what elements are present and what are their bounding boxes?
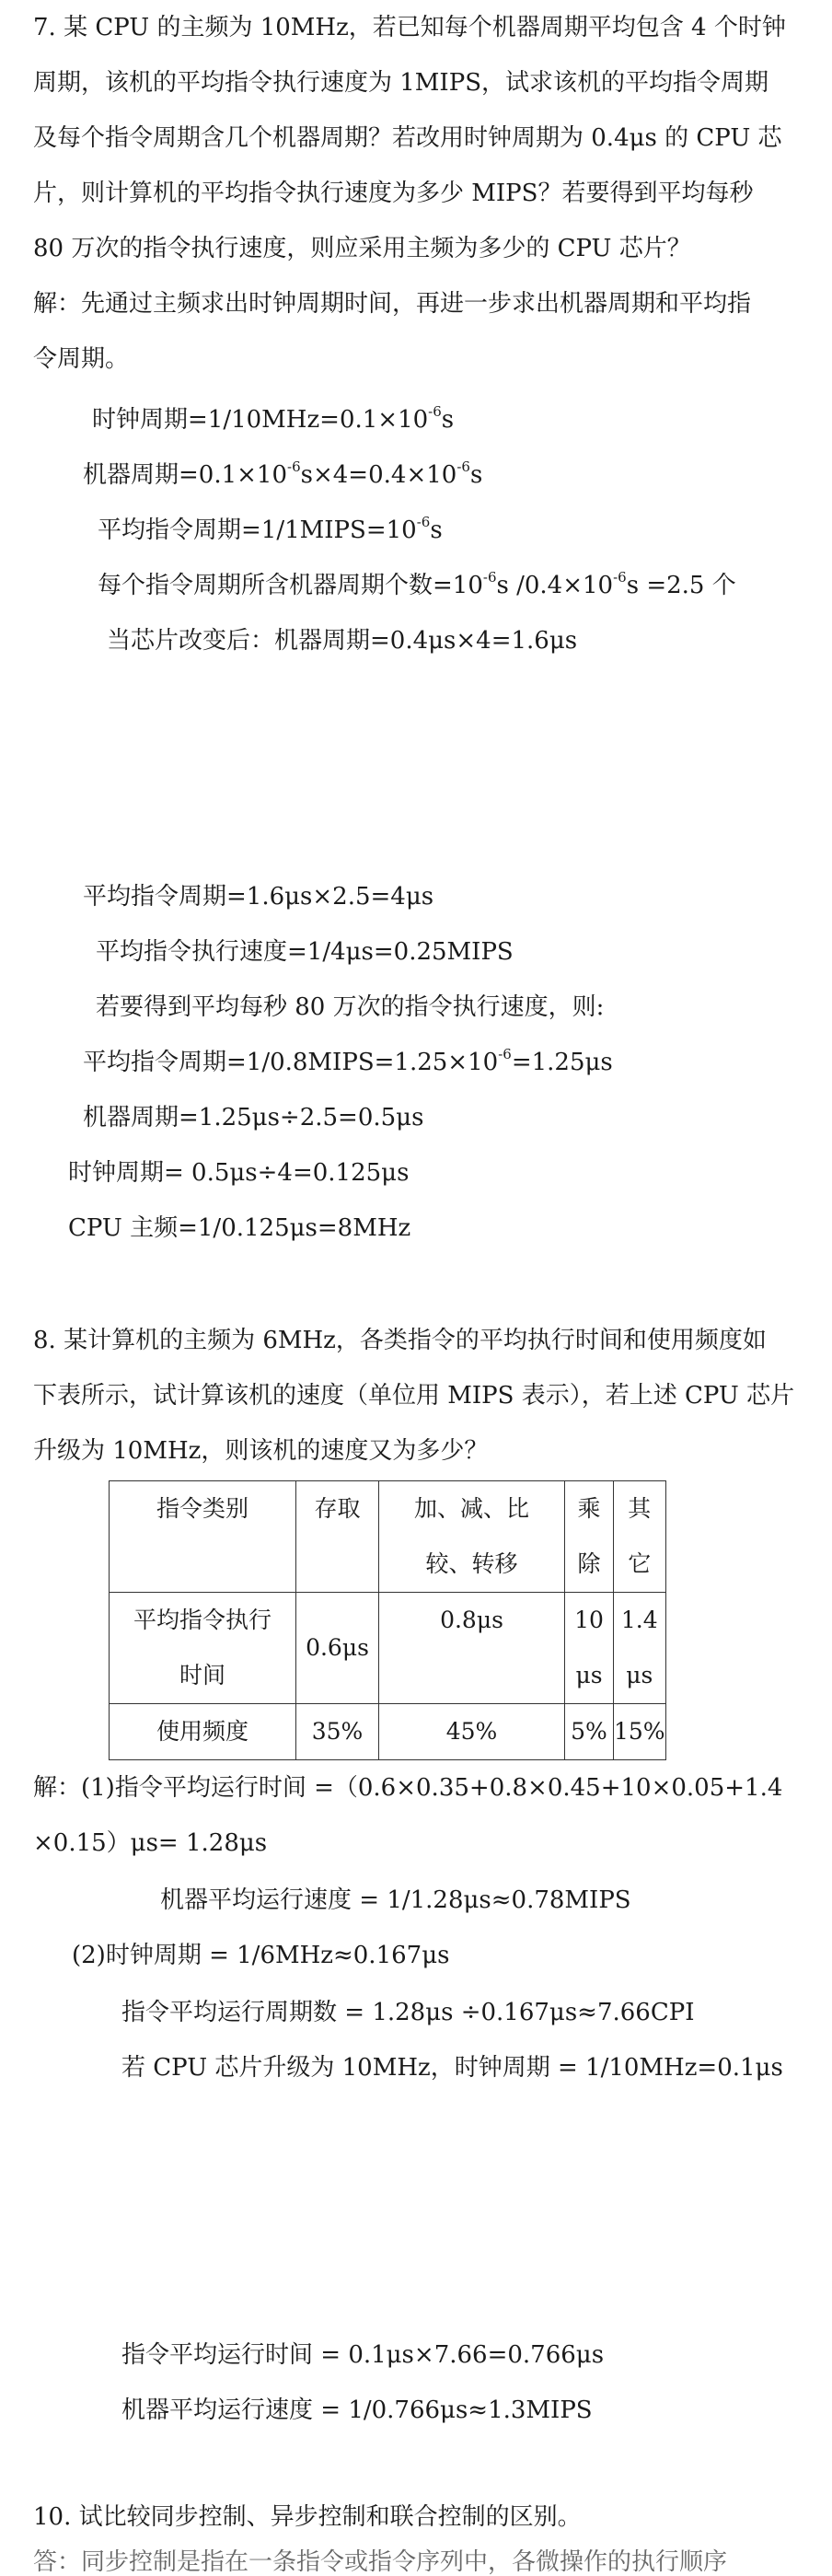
table-header-row xyxy=(110,1481,666,1593)
q8-solution-line-2: ×0.15）μs= 1.28μs xyxy=(33,1829,268,1857)
q7-line-5: 80 万次的指令执行速度，则应采用主频为多少的 CPU 芯片？ xyxy=(33,235,691,262)
table-header-cell: 乘除 xyxy=(565,1481,614,1593)
table-cell: 使用频度 xyxy=(110,1704,296,1760)
q7-line-2: 周期，该机的平均指令执行速度为 1MIPS，试求该机的平均指令周期 xyxy=(33,69,769,97)
q7-avg-instruction-period-3: 平均指令周期$=1/0.8MIPS=1.25\times 10^{-6}=1.25\mu s$ xyxy=(83,1046,613,1076)
table-header-cell: 其它 xyxy=(614,1481,666,1593)
q7-line-1: 7. 某 CPU 的主频为 10MHz，若已知每个机器周期平均包含 4 个时钟 xyxy=(33,14,786,41)
q7-solution-line-2: 令周期。 xyxy=(33,345,130,373)
q8-solution-line-3: 机器平均运行速度 = 1/1.28μs≈0.78MIPS xyxy=(160,1886,631,1914)
q8-line-1: 8. 某计算机的主频为 6MHz，各类指令的平均执行时间和使用频度如 xyxy=(33,1327,767,1354)
q7-after-chip-change: 当芯片改变后：机器周期=0.4μs×4=1.6μs xyxy=(107,627,578,655)
q8-solution-line-8: 机器平均运行速度 = 1/0.766μs≈1.3MIPS xyxy=(121,2396,593,2424)
q8-solution-line-5: 指令平均运行周期数 = 1.28μs ÷0.167μs≈7.66CPI xyxy=(121,1999,695,2026)
q7-machine-period-2: 机器周期=1.25μs÷2.5=0.5μs xyxy=(83,1104,424,1131)
q7-avg-instruction-period: 平均指令周期$=1/1MIPS=10^{-6}s$ xyxy=(98,514,443,544)
q7-avg-speed: 平均指令执行速度=1/4μs=0.25MIPS xyxy=(96,938,514,966)
q10-cut-off-line: 答：同步控制是指在一条指令或指令序列中，各微操作的执行顺序 xyxy=(33,2548,728,2576)
table-cell: 0.8μs xyxy=(379,1593,565,1704)
table-row xyxy=(110,1593,666,1704)
q7-clock-period-2: 时钟周期= 0.5μs÷4=0.125μs xyxy=(68,1159,410,1187)
q8-line-2: 下表所示，试计算该机的速度（单位用 MIPS 表示），若上述 CPU 芯片 xyxy=(33,1382,795,1410)
table-cell: 15% xyxy=(614,1704,666,1760)
q7-solution-line-1: 解：先通过主频求出时钟周期时间，再进一步求出机器周期和平均指 xyxy=(33,290,752,318)
table-cell: 平均指令执行时间 xyxy=(110,1593,296,1704)
q7-line-4: 片，则计算机的平均指令执行速度为多少 MIPS？若要得到平均每秒 xyxy=(33,180,754,207)
cut-off-line-container xyxy=(0,2548,832,2576)
q7-avg-instruction-period-2: 平均指令周期=1.6μs×2.5=4μs xyxy=(83,883,434,911)
q7-clock-period: 时钟周期$=1/10MHz=0.1\times 10^{-6}s$ xyxy=(92,403,455,434)
q7-machine-period: 机器周期$=0.1\times 10^{-6}s\times 4=0.4\times 10^{-6}s$ xyxy=(83,458,483,489)
table-cell: 35% xyxy=(296,1704,379,1760)
table-cell: 0.6μs xyxy=(296,1593,379,1704)
q8-line-3: 升级为 10MHz，则该机的速度又为多少？ xyxy=(33,1437,489,1465)
q7-line-3: 及每个指令周期含几个机器周期？若改用时钟周期为 0.4μs 的 CPU 芯 xyxy=(33,124,782,152)
q8-solution-line-7: 指令平均运行时间 = 0.1μs×7.66=0.766μs xyxy=(121,2341,605,2369)
q8-solution-line-6: 若 CPU 芯片升级为 10MHz，时钟周期 = 1/10MHz=0.1μs xyxy=(121,2054,783,2082)
q7-target-speed: 若要得到平均每秒 80 万次的指令执行速度，则: xyxy=(96,993,605,1021)
table-cell: 5% xyxy=(565,1704,614,1760)
instruction-table xyxy=(109,1480,666,1760)
table-cell: 1.4μs xyxy=(614,1593,666,1704)
q10-title: 10. 试比较同步控制、异步控制和联合控制的区别。 xyxy=(33,2503,582,2531)
q7-cpu-frequency: CPU 主频=1/0.125μs=8MHz xyxy=(68,1214,411,1242)
table-cell: 10μs xyxy=(565,1593,614,1704)
table-header-cell: 加、减、比较、转移 xyxy=(379,1481,565,1593)
table-header-cell: 存取 xyxy=(296,1481,379,1593)
q8-solution-line-4: (2)时钟周期 = 1/6MHz≈0.167μs xyxy=(72,1942,450,1969)
table-cell: 45% xyxy=(379,1704,565,1760)
q8-solution-line-1: 解：(1)指令平均运行时间 =（0.6×0.35+0.8×0.45+10×0.05+1.4 xyxy=(33,1774,783,1802)
table-header-cell: 指令类别 xyxy=(110,1481,296,1593)
q7-machine-cycles-per-instruction: 每个指令周期所含机器周期个数$=10^{-6}s$ $/0.4\times 10^{-6}s =2.5$ 个 xyxy=(98,569,736,599)
table-row xyxy=(110,1704,666,1760)
